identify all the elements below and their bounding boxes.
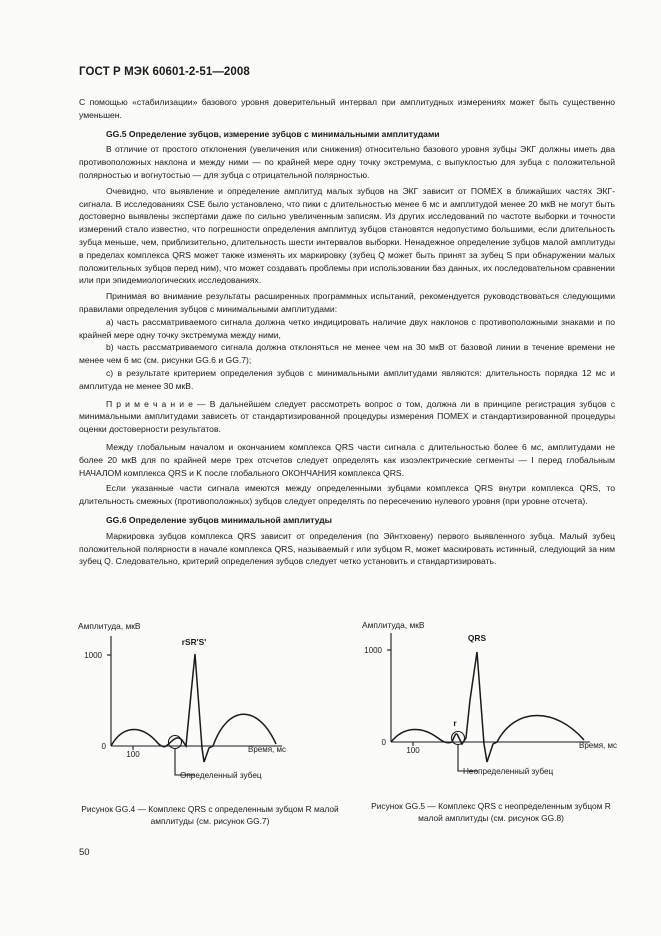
fig2-small-wave-label: r bbox=[453, 718, 457, 728]
fig1-peak-label: rSR'S' bbox=[181, 637, 207, 647]
paragraph: b) часть рассматриваемого сигнала должна отклоняться не менее чем на 30 мкВ от базовой линии в течение времени не менее чем 6 мс (см. рисунки GG.6 и GG.7); bbox=[79, 342, 615, 366]
fig2-signal bbox=[391, 652, 584, 762]
paragraph: П р и м е ч а н и е — В дальнейшем следует рассмотреть вопрос о том, должна ли в принципе регистрация зубцов с минимальными амплитудами зависеть от стандартизированной процедуры измерения ПОМЕХ и стандартизированной процедуры оценки достоверности результатов. bbox=[79, 398, 615, 435]
paragraph: Очевидно, что выявление и определение амплитуд малых зубцов на ЭКГ зависит от ПОМЕХ в ближайших частях ЭКГ-сигнала. В исследованиях CSE было установлено, что пики с длительностью менее 6 мс и амплитудой менее 20 мкВ не могут быть достоверно выявлены экспертами даже по сильно увеличенным записям. Из других исследований по частоте выборки и точности измерений стало известно, что погрешности определения амплитуд зубцов становятся недопустимо большими, если длительность зубца меньше, чем, приблизительно, длительность шести интервалов выборки. Ненадежное определение зубцов малой амплитуды в пределах комплекса QRS может также изменять их маркировку (зубец Q может быть принят за зубец S при обнаружении малых положительных зубцов перед ним), что может создавать проблемы при использовании баз данных, их последовательном сравнении или при эпидемиологических исследованиях. bbox=[79, 185, 615, 286]
document-header: ГОСТ Р МЭК 60601-2-51—2008 bbox=[79, 66, 250, 78]
fig2-xlabel: Время, мс bbox=[578, 741, 617, 750]
fig2-callout-label: Неопределенный зубец bbox=[463, 767, 554, 776]
body-text bbox=[79, 96, 615, 568]
fig1-y1000-label: 1000 bbox=[84, 651, 102, 660]
paragraph: В отличие от простого отклонения (увеличения или снижения) относительно базового уровня зубцы ЭКГ должны иметь два противоположных наклона и между ними — по крайней мере одну точку экстремума, с выпуклостью для зубца с положительной полярностью и вогнутостью — для зубца с отрицательной полярностью. bbox=[79, 144, 615, 180]
paragraph: Принимая во внимание результаты расширенных программных испытаний, рекомендуется руководствоваться следующими правилами определения зубцов с минимальными амплитудами: bbox=[79, 291, 615, 314]
paragraph: С помощью «стабилизации» базового уровня доверительный интервал при амплитудных измерениях может быть существенно уменьшен. bbox=[79, 97, 615, 120]
fig2-zero-label: 0 bbox=[381, 738, 386, 747]
paragraph: Если указанные части сигнала имеются между определенными зубцами комплекса QRS внутри комплекса QRS, то длительность смежных (противоположных) зубцов следует определять по пересечению нулевого уровня (при уровне отсчета). bbox=[79, 483, 615, 507]
paragraph: Маркировка зубцов комплекса QRS зависит от определения (по Эйнтховену) первого выявленного зубца. Малый зубец положительной полярности в начале комплекса QRS, называемый r или зубцом R, может маскировать истинный, следующий за ним зубец Q. Следовательно, критерий определения зубцов следует четко установить и стандартизировать. bbox=[79, 530, 615, 567]
paragraph: с) в результате критерием определения зубцов с минимальными амплитудами являются: длительность порядка 12 мс и амплитуда не менее 30 мкВ. bbox=[79, 367, 615, 391]
fig1-zero-label: 0 bbox=[101, 742, 106, 751]
section-heading: GG.5 Определение зубцов, измерение зубцов с минимальными амплитудами bbox=[106, 128, 440, 139]
fig1-ylabel: Амплитуда, мкВ bbox=[78, 621, 141, 631]
fig2-x100-label: 100 bbox=[406, 746, 420, 755]
fig2-ylabel: Амплитуда, мкВ bbox=[362, 620, 425, 630]
section-heading: GG.6 Определение зубцов минимальной амплитуды bbox=[106, 514, 333, 525]
fig1-callout-label: Определенный зубец bbox=[180, 771, 262, 780]
fig2-y1000-label: 1000 bbox=[364, 646, 382, 655]
figure-gg5-caption: Рисунок GG.5 — Комплекс QRS с неопределенным зубцом R малой амплитуды (см. рисунок GG.8) bbox=[371, 801, 611, 823]
fig1-x100-label: 100 bbox=[126, 750, 140, 759]
paragraph: Между глобальным началом и окончанием комплекса QRS части сигнала с длительностью более 6 мс, амплитудами не более 20 мкВ для по крайней мере трех отсчетов следует определять как изоэлектрические сегменты — I перед глобальным НАЧАЛОМ комплекса QRS и K после глобального ОКОНЧАНИЯ комплекса QRS. bbox=[79, 441, 615, 478]
fig1-xlabel: Время, мс bbox=[247, 745, 286, 754]
fig2-peak-label: QRS bbox=[467, 633, 487, 643]
paragraph: а) часть рассматриваемого сигнала должна четко индицировать наличие двух наклонов с противоположными знаками и по крайней мере одну точку экстремума между ними, bbox=[79, 316, 615, 340]
figure-gg4-caption: Рисунок GG.4 — Комплекс QRS с определенным зубцом R малой амплитуды (см. рисунок GG.7) bbox=[81, 804, 339, 826]
page-number: 50 bbox=[79, 847, 90, 858]
